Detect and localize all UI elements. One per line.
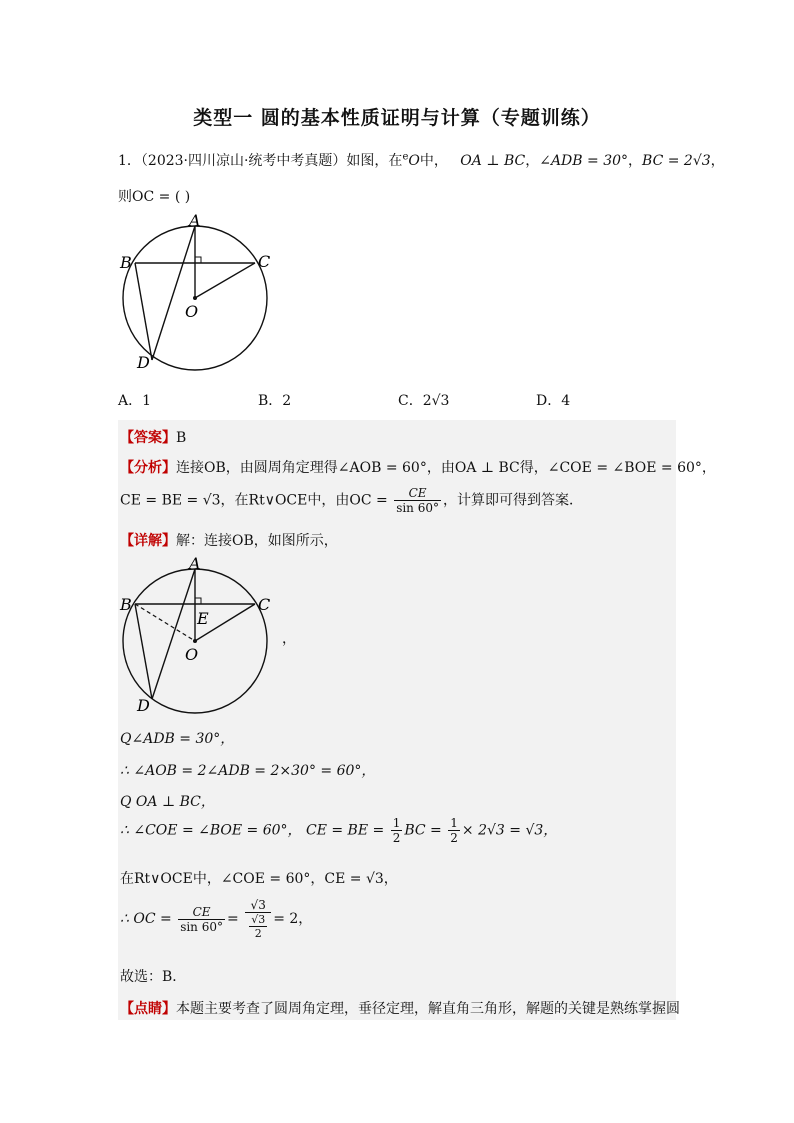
step-5: 在Rt∨OCE中，∠COE = 60°，CE = √3， [120,871,398,887]
step-4-c: × 2√3 = √3， [461,822,558,839]
question-mid: 中， [419,153,448,169]
solution-label-e: E [197,609,209,628]
option-b[interactable]: B．2 [258,393,292,409]
analysis-line-1 [120,457,716,477]
step-6-a: ∴ OC = [120,911,172,927]
label-c: C [258,252,271,271]
segment-ad [152,226,195,360]
solution-segment-ad [152,569,195,699]
question-1-line-1 [118,150,725,170]
step-6-fraction-2 [245,898,271,940]
answer-line [120,427,186,447]
step-6-eq: = [227,911,239,927]
right-angle-mark [195,257,201,263]
step-4-b: BC = [404,822,442,839]
label-b: B [120,253,132,272]
analysis-text-2b: ，计算即可得到答案． [443,492,583,509]
step-4-a: ∴ ∠COE = ∠BOE = 60°， CE = BE = [120,822,385,839]
segment-oc [195,263,255,298]
solution-label-c: C [258,595,271,614]
analysis-tag: 【分析】 [120,460,176,476]
comment-tag: 【点睛】 [120,1001,176,1017]
circle-center: O [408,153,420,169]
condition-2: ∠ADB = 30° [539,153,629,169]
step-6-f1-den: sin 60° [180,919,223,934]
solution-label-o: O [185,645,199,664]
solution-figure [112,554,292,719]
circle-symbol: e [402,151,409,163]
step-7: 故选：B． [120,969,187,985]
analysis-text-2a: CE = BE = √3，在Rt∨OCE中，由OC = [120,492,388,509]
option-a[interactable]: A．1 [118,393,152,409]
solution-center-dot [193,639,197,643]
step-6-nested-fraction [249,913,267,940]
answer-value: B [176,430,187,446]
dashed-segment-ob [135,604,195,641]
question-figure [112,210,292,380]
fraction-numerator: CE [394,486,441,501]
step-6-f2-den [245,913,271,940]
step-1: Q∠ADB = 30°， [120,731,235,747]
step-4-f2-den: 2 [450,831,458,845]
step-6-b: = 2， [273,911,313,927]
solution-right-angle-mark [195,598,201,604]
step-4-f1-den: 2 [392,831,401,845]
step-4-f2-num: 1 [450,816,458,830]
solution-label-b: B [120,595,132,614]
detail-tag: 【详解】 [120,533,176,549]
separator-2: ， [628,153,643,169]
page-title: 类型一 圆的基本性质证明与计算（专题训练） [193,107,601,129]
figure-comma: ， [282,631,296,647]
step-6-f2-num: √3 [245,898,271,913]
step-2: ∴ ∠AOB = 2∠ADB = 2×30° = 60°， [120,763,376,779]
analysis-text-1: 连接OB，由圆周角定理得∠AOB = 60°，由OA ⊥ BC得，∠COE = ∠BOE = 60°， [176,460,716,476]
question-end: ， [710,153,725,169]
detail-intro-line [120,530,338,550]
question-1-line-2: 则OC = ( ) [118,189,191,205]
step-3: Q OA ⊥ BC， [120,794,215,810]
label-a: A [189,211,201,230]
detail-intro: 解：连接OB，如图所示， [176,533,338,549]
analysis-fraction [394,486,441,515]
solution-label-d: D [137,696,150,715]
question-prefix: 1．（2023·四川凉山·统考中考真题）如图，在 [118,153,403,169]
fraction-denominator: sin 60° [396,501,439,515]
option-d[interactable]: D．4 [536,393,571,409]
label-d: D [137,353,150,372]
condition-1: OA ⊥ BC [460,153,526,169]
comment-text: 本题主要考查了圆周角定理，垂径定理，解直角三角形，解题的关键是熟练掌握圆 [176,1001,680,1017]
segment-bd [135,263,152,360]
step-4-fraction-1 [391,816,403,845]
step-6-nested-num: √3 [251,913,266,926]
label-o: O [185,302,199,321]
condition-3: BC = 2√3 [642,153,711,169]
center-dot [193,296,197,300]
separator-1: ， [525,153,540,169]
answer-tag: 【答案】 [120,430,176,446]
step-4 [120,816,557,845]
step-4-fraction-2 [448,816,460,845]
step-4-f1-num: 1 [392,816,401,830]
option-c[interactable]: C．2√3 [398,393,450,409]
solution-label-a: A [189,554,201,573]
comment-line [120,998,680,1018]
step-6 [120,898,312,940]
step-6-f1-num: CE [178,905,225,920]
analysis-line-2 [120,486,583,515]
step-6-nested-den: 2 [254,927,262,940]
step-6-fraction-1 [178,905,225,934]
